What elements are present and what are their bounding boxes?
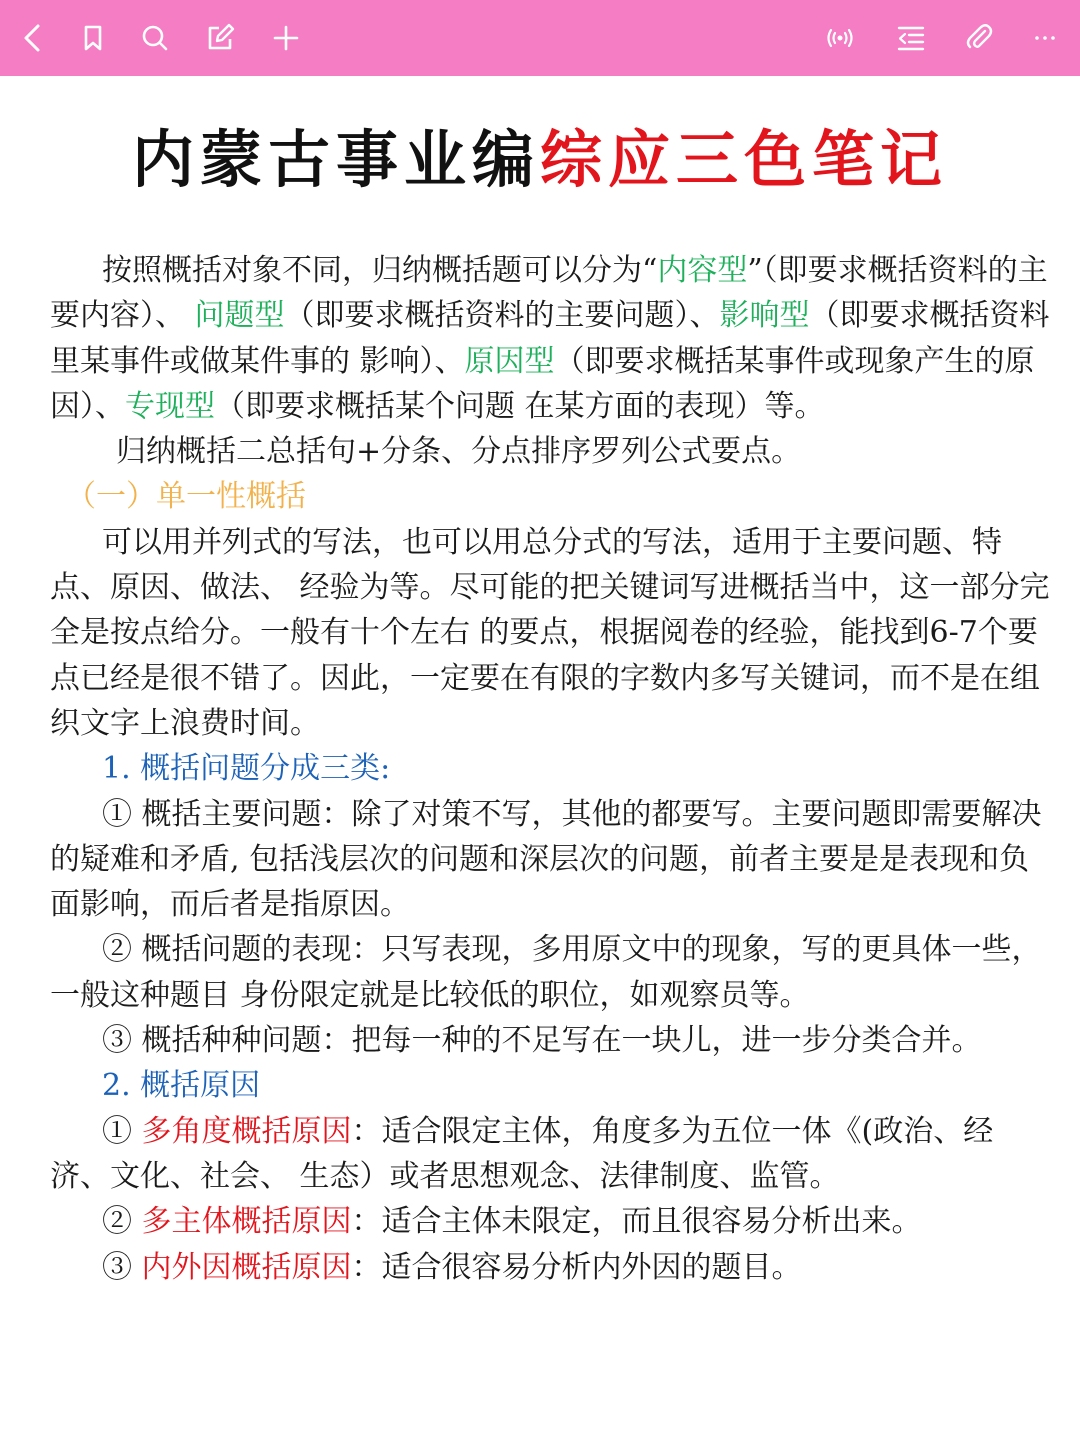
intro-text: （即要求概括某个问题 在某方面的表现）等。: [215, 388, 825, 424]
item-text: ：适合主体未限定，而且很容易分析出来。: [351, 1204, 922, 1240]
read-aloud-icon[interactable]: [820, 18, 860, 58]
document-page: [0, 76, 1080, 1443]
edit-icon[interactable]: [200, 18, 240, 58]
section-paragraph: 可以用并列式的写法，也可以用总分式的写法，适用于主要问题、特点、原因、做法、 经验为等。尽可能的把关键词写进概括当中，这一部分完全是按点给分。一般有十个左右 的要点，根据阅卷的经验，能找到6-7个要点已经是很不错了。因此，一定要在有限的字数内多写关键词，而不是在组织文字上浪费时间。: [50, 524, 1050, 741]
attachment-icon[interactable]: [959, 18, 999, 58]
list-item: [50, 1109, 1050, 1200]
intro-text: （即要求概括资料里某事件或做某件事的 影响）、: [50, 298, 1050, 379]
outline-icon[interactable]: [891, 18, 931, 58]
type-impact: 影响型: [719, 298, 810, 334]
item-number: ③: [102, 1249, 142, 1285]
list-item: ③ 概括种种问题：把每一种的不足写在一块儿，进一步分类合并。: [102, 1023, 982, 1059]
item-number: ②: [102, 1204, 142, 1240]
intro-text: ”（即要求概括资料的主要内容）、: [50, 253, 1048, 334]
sub-heading: 2. 概括原因: [102, 1068, 261, 1104]
title-black-part: 内蒙古事业编: [131, 123, 540, 196]
item-text: ：适合很容易分析内外因的题目。: [351, 1249, 802, 1285]
intro-text: （即要求概括资料的主要问题）、: [284, 298, 720, 334]
search-icon[interactable]: [135, 18, 175, 58]
list-item: [50, 1199, 1050, 1244]
plus-icon[interactable]: [266, 18, 306, 58]
bookmark-icon[interactable]: [73, 18, 113, 58]
sub-heading: 1. 概括问题分成三类:: [102, 751, 391, 787]
type-cause: 原因型: [464, 343, 555, 379]
intro-text: 按照概括对象不同，归纳概括题可以分为“: [102, 253, 658, 288]
top-toolbar: [0, 0, 1080, 76]
type-manifestation: 专现型: [125, 388, 215, 424]
item-keyword: 多主体概括原因: [141, 1204, 352, 1240]
formula-line: 归纳概括二总括句+分条、分点排序罗列公式要点。: [116, 434, 802, 470]
section-heading: （一）单一性概括: [66, 479, 306, 515]
list-item: ① 概括主要问题：除了对策不写，其他的都要写。主要问题即需要解决的疑难和矛盾, 包括浅层次的问题和深层次的问题，前者主要是是表现和负面影响，而后者是指原因。: [50, 796, 1042, 923]
list-item: ② 概括问题的表现：只写表现，多用原文中的现象，写的更具体一些，一般这种题目 身份限定就是比较低的职位，如观察员等。: [50, 932, 1042, 1013]
title-red-part: 综应三色笔记: [540, 123, 949, 196]
item-keyword: 多角度概括原因: [141, 1113, 352, 1149]
item-keyword: 内外因概括原因: [141, 1249, 352, 1285]
type-content: 内容型: [657, 253, 748, 288]
note-body: [50, 248, 1050, 1290]
more-icon[interactable]: [1025, 18, 1065, 58]
back-icon[interactable]: [14, 18, 54, 58]
item-number: ①: [102, 1113, 142, 1149]
intro-paragraph: [50, 248, 1050, 429]
item-text: ：适合限定主体，角度多为五位一体《(政治、经济、文化、社会、 生态）或者思想观念、法律制度、监管。: [50, 1113, 994, 1194]
type-problem: 问题型: [194, 298, 285, 334]
intro-text: （即要求概括某事件或现象产生的原因）、: [50, 343, 1035, 424]
list-item: [50, 1245, 1050, 1290]
page-title: [0, 120, 1080, 200]
